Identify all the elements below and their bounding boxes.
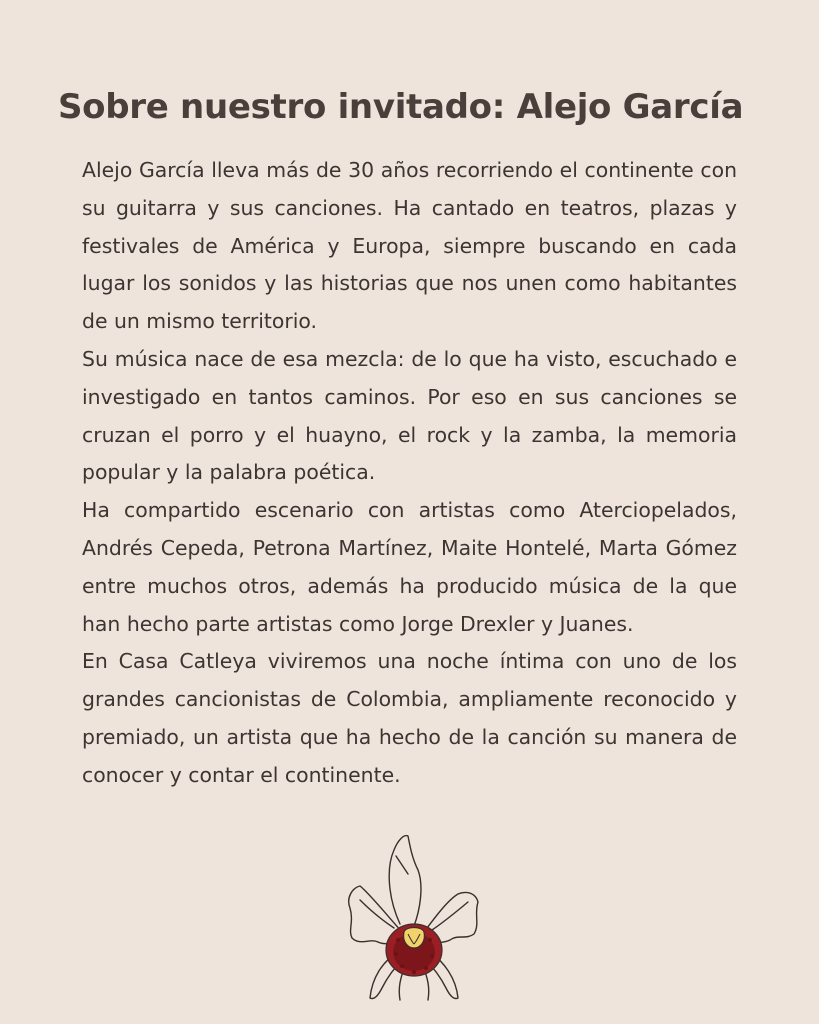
paragraph-intro: Alejo García lleva más de 30 años recorriendo el continente con su guitarra y sus canciones. Ha cantado en teatros, plazas y festivales de América y Europa, siempre buscando en cada lugar los sonidos y las historias que nos unen como habitantes de un mismo territorio. [82, 158, 737, 334]
article-body [82, 152, 737, 795]
paragraph-event: En Casa Catleya viviremos una noche íntima con uno de los grandes cancionistas de Colombia, ampliamente reconocido y premiado, un artista que ha hecho de la canción su manera de conocer y contar el continente. [82, 649, 737, 787]
orchid-flower-icon [338, 828, 488, 1008]
paragraph-collaborations: Ha compartido escenario con artistas como Aterciopelados, Andrés Cepeda, Petrona Martínez, Maite Hontelé, Marta Gómez entre muchos otros, además ha producido música de la que han hecho parte artistas como Jorge Drexler y Juanes. [82, 498, 737, 636]
page-title: Sobre nuestro invitado: Alejo García [58, 87, 744, 127]
paragraph-music: Su música nace de esa mezcla: de lo que ha visto, escuchado e investigado en tantos caminos. Por eso en sus canciones se cruzan el porro y el huayno, el rock y la zamba, la memoria popular y la palabra poética. [82, 346, 737, 485]
